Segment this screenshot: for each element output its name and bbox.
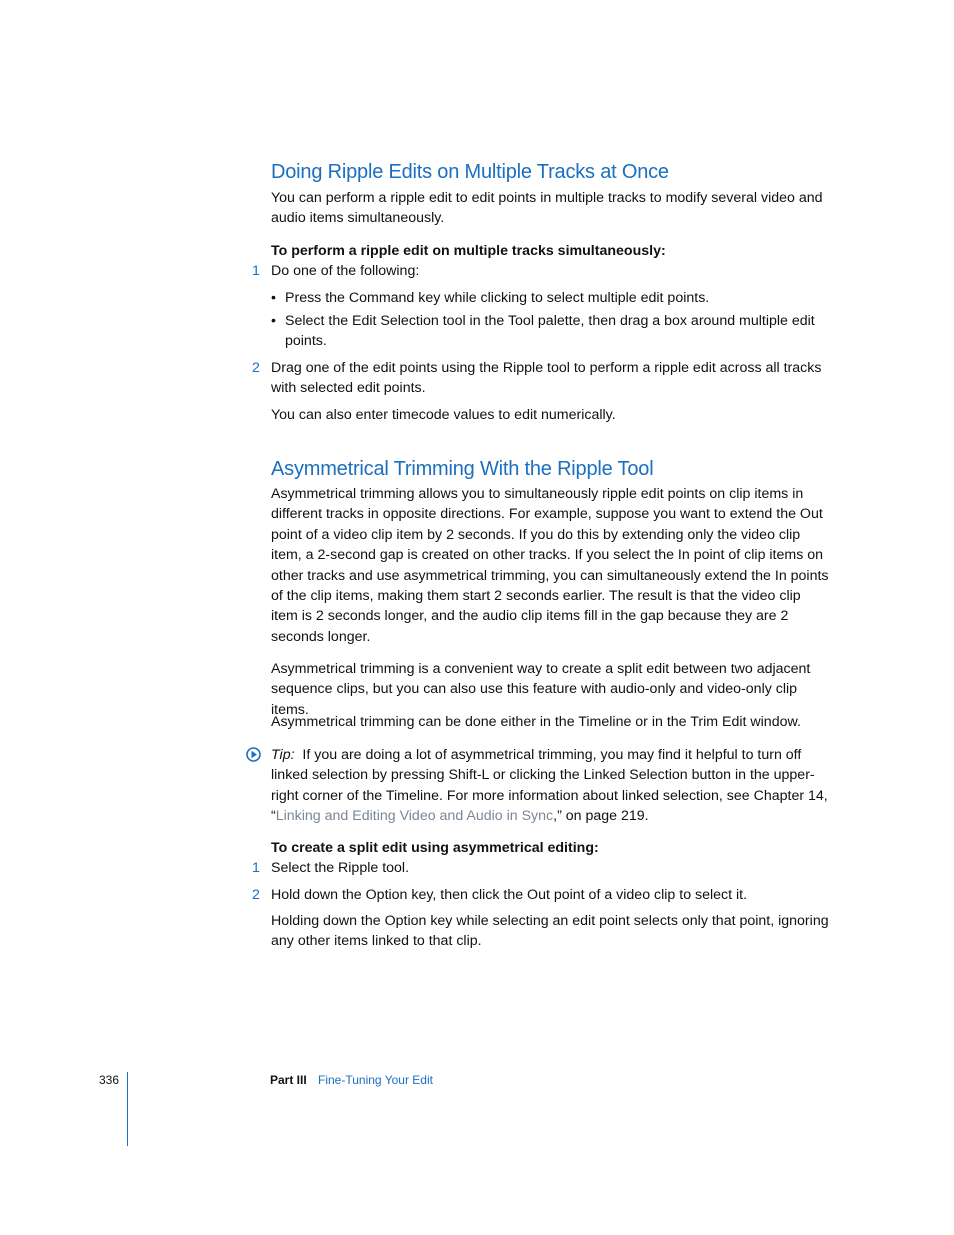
section2-paragraph-2: Asymmetrical trimming is a convenient way to create a split edit between two adjacent sequence clips, but you can also use this feature with audio-only and video-only clip items. [271,661,811,718]
page-number: 336 [99,1073,120,1087]
step-number: 1 [252,860,260,876]
step-number: 1 [252,263,260,279]
bullet-item: Select the Edit Selection tool in the Tool palette, then drag a box around multiple edit points. [285,313,815,350]
section2-paragraph-1: Asymmetrical trimming allows you to simultaneously ripple edit points on clip items in different tracks in opposite directions. For example, suppose you want to extend the Out point of a video clip item by 2 seconds. If you do this by extending only the video clip item, a 2-second gap is created on other tracks. If you select the In point of clip items on other tracks and use asymmetrical trimming, you can simultaneously extend the In points of the clip items, making them start 2 seconds earlier. The result is that the video clip item is 2 seconds longer, and the audio clip items fill in the gap because they are 2 seconds longer. [271,486,829,645]
step-text: Drag one of the edit points using the Ripple tool to perform a ripple edit across all tracks with selected edit points. [271,360,822,397]
step-text: Select the Ripple tool. [271,860,410,876]
bullet-item: Press the Command key while clicking to select multiple edit points. [285,290,710,306]
footer-rule [127,1072,128,1146]
tip-text: If you are doing a lot of asymmetrical trimming, you may find it helpful to turn off linked selection by pressing Shift-L or clicking the Linked Selection button in the upper-right corner of the Timeline. For more information about linked selection, see Chapter 14, “ [271,747,828,825]
step-text: Do one of the following: [271,263,420,279]
procedure-title-split-edit: To create a split edit using asymmetrical editing: [271,840,599,856]
tip-label: Tip: [271,747,295,763]
section-heading-ripple-multiple-tracks: Doing Ripple Edits on Multiple Tracks at Once [271,161,669,183]
tip-arrow-icon [246,747,261,762]
tip-text-end: ,” on page 219. [553,808,649,825]
section2-note: Holding down the Option key while selecting an edit point selects only that point, ignoring any other items linked to that clip. [271,913,829,950]
section1-note: You can also enter timecode values to edit numerically. [271,407,616,423]
bullet-dot: • [271,313,276,329]
section1-intro: You can perform a ripple edit to edit points in multiple tracks to modify several video and audio items simultaneously. [271,190,823,227]
step-number: 2 [252,360,260,376]
bullet-dot: • [271,290,276,306]
footer-part-title[interactable]: Fine-Tuning Your Edit [318,1073,433,1087]
section-heading-asymmetrical-trimming: Asymmetrical Trimming With the Ripple Tool [271,458,654,480]
section2-paragraph-3: Asymmetrical trimming can be done either in the Timeline or in the Trim Edit window. [271,714,801,730]
step-number: 2 [252,887,260,903]
step-text: Hold down the Option key, then click the Out point of a video clip to select it. [271,887,748,903]
tip-paragraph [271,745,831,827]
cross-reference-link[interactable]: Linking and Editing Video and Audio in Sync [275,808,554,825]
procedure-title-ripple-multiple: To perform a ripple edit on multiple tracks simultaneously: [271,243,666,259]
footer-part: Part III [270,1073,307,1087]
